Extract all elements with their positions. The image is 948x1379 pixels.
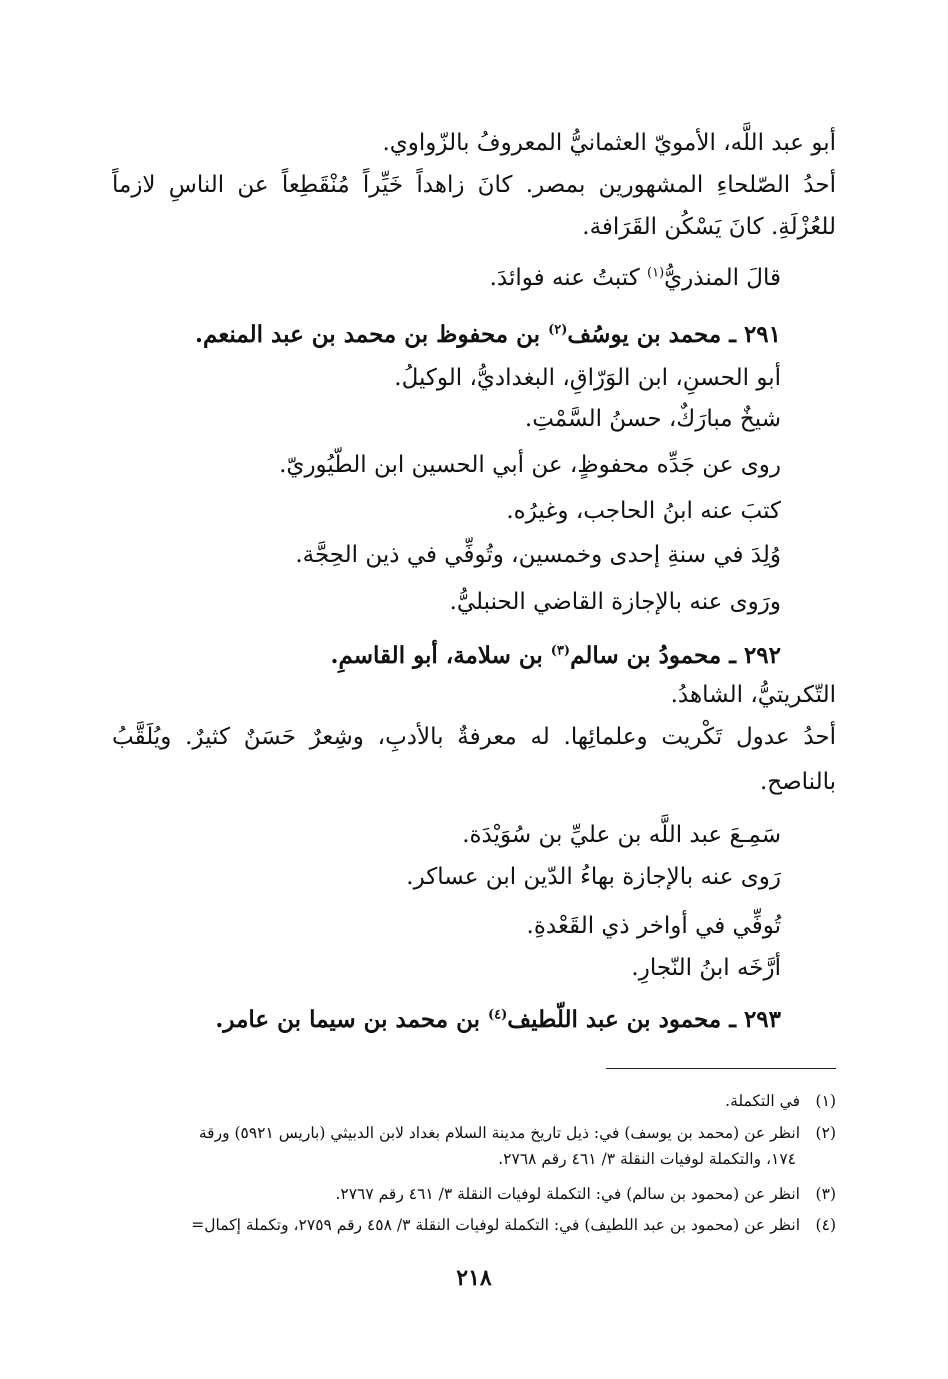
footnote-text: في التكملة. [725,1092,800,1110]
text-segment: قالَ المنذريُّ [664,265,781,291]
footnote [112,1212,836,1238]
footnote-continuation: ١٧٤، والتكملة لوفيات النقلة ٣/ ٤٦١ رقم ٢٧٦٨. [498,1150,796,1168]
entry-title-rest: بن محمد بن سيما بن عامر. [215,1006,480,1033]
text-line: سَمِـعَ عبد اللَّه بن عليِّ بن سُوَيْدَة. [462,822,781,848]
footnote-divider [606,1068,836,1069]
footnote [112,1120,836,1172]
entry-title-rest: بن محفوظ بن محمد بن عبد المنعم. [195,321,541,348]
text-line [490,263,781,293]
entry-title: ٢٩١ ـ محمد بن يوسُف [567,321,781,348]
text-line: التّكريتيُّ، الشاهدُ. [670,682,836,708]
footnote [112,1181,836,1207]
text-line: وُلِدَ في سنةِ إحدى وخمسين، وتُوفِّي في ذين الحِجَّة. [295,542,781,568]
footnote-ref: (٣) [550,643,571,659]
text-line: كتبَ عنه ابنُ الحاجب، وغيرُه. [506,498,781,524]
footnote-text: انظر عن (محمد بن يوسف) في: ذيل تاريخ مدينة السلام بغداد لابن الدبيثي (باريس ٥٩٢١) ورقة [198,1124,800,1142]
text-line: شيخٌ مبارَكٌ، حسنُ السَّمْتِ. [524,406,781,432]
text-line: للعُزْلَةِ. كانَ يَسْكُن القَرَافة. [582,214,836,240]
footnote-number: (١) [815,1092,836,1110]
text-line: تُوفِّي في أواخر ذي القَعْدةِ. [526,913,781,939]
footnote-number: (٢) [815,1124,836,1142]
text-line: أبو الحسنِ، ابن الوَرّاقِ، البغداديُّ، الوكيلُ. [394,365,781,391]
entry-heading [215,1005,781,1035]
footnote [112,1088,836,1114]
text-line: رَوى عنه بالإجازة بهاءُ الدّين ابن عساكر. [406,864,781,890]
footnote-ref: (١) [647,265,665,281]
page-number: ٢١٨ [456,1265,492,1291]
footnote-ref: (٤) [488,1007,508,1023]
text-segment: كتبتُ عنه فوائدَ. [489,265,640,291]
text-line: روى عن جَدِّه محفوظٍ، عن أبي الحسين ابن الطّيُوريّ. [279,452,781,478]
footnote-number: (٤) [815,1216,836,1234]
footnote-ref: (٢) [548,322,568,338]
text-line: أحدُ عدول تَكْريت وعلمائِها. له معرفةٌ بالأدبِ، وشِعرٌ حَسَنٌ كثيرٌ. ويُلَقَّبُ [112,724,836,750]
text-line: أرَّخَه ابنُ النّجارِ. [631,955,781,981]
footnote-number: (٣) [815,1185,836,1203]
footnote-text: انظر عن (محمود بن سالم) في: التكملة لوفيات النقلة ٣/ ٤٦١ رقم ٢٧٦٧. [335,1185,800,1203]
text-line: ورَوى عنه بالإجازة القاضي الحنبليُّ. [449,589,781,615]
entry-heading [195,320,781,350]
entry-title: ٢٩٢ ـ محمودُ بن سالم [570,642,781,669]
entry-title-rest: بن سلامة، أبو القاسمِ. [330,642,543,669]
entry-heading [330,641,781,671]
text-line: أحدُ الصّلحاءِ المشهورين بمصر. كانَ زاهداً خَيِّراً مُنْقَطِعاً عن الناسِ لازماً [112,172,836,198]
footnote-text: انظر عن (محمود بن عبد اللطيف) في: التكملة لوفيات النقلة ٣/ ٤٥٨ رقم ٢٧٥٩، وتكملة إكمال= [191,1216,800,1234]
text-line: أبو عبد اللَّه، الأمويّ العثمانيُّ المعروفُ بالزّواوي. [382,130,836,156]
entry-title: ٢٩٣ ـ محمود بن عبد اللّطيف [507,1006,781,1033]
text-line: بالناصح. [759,769,836,795]
